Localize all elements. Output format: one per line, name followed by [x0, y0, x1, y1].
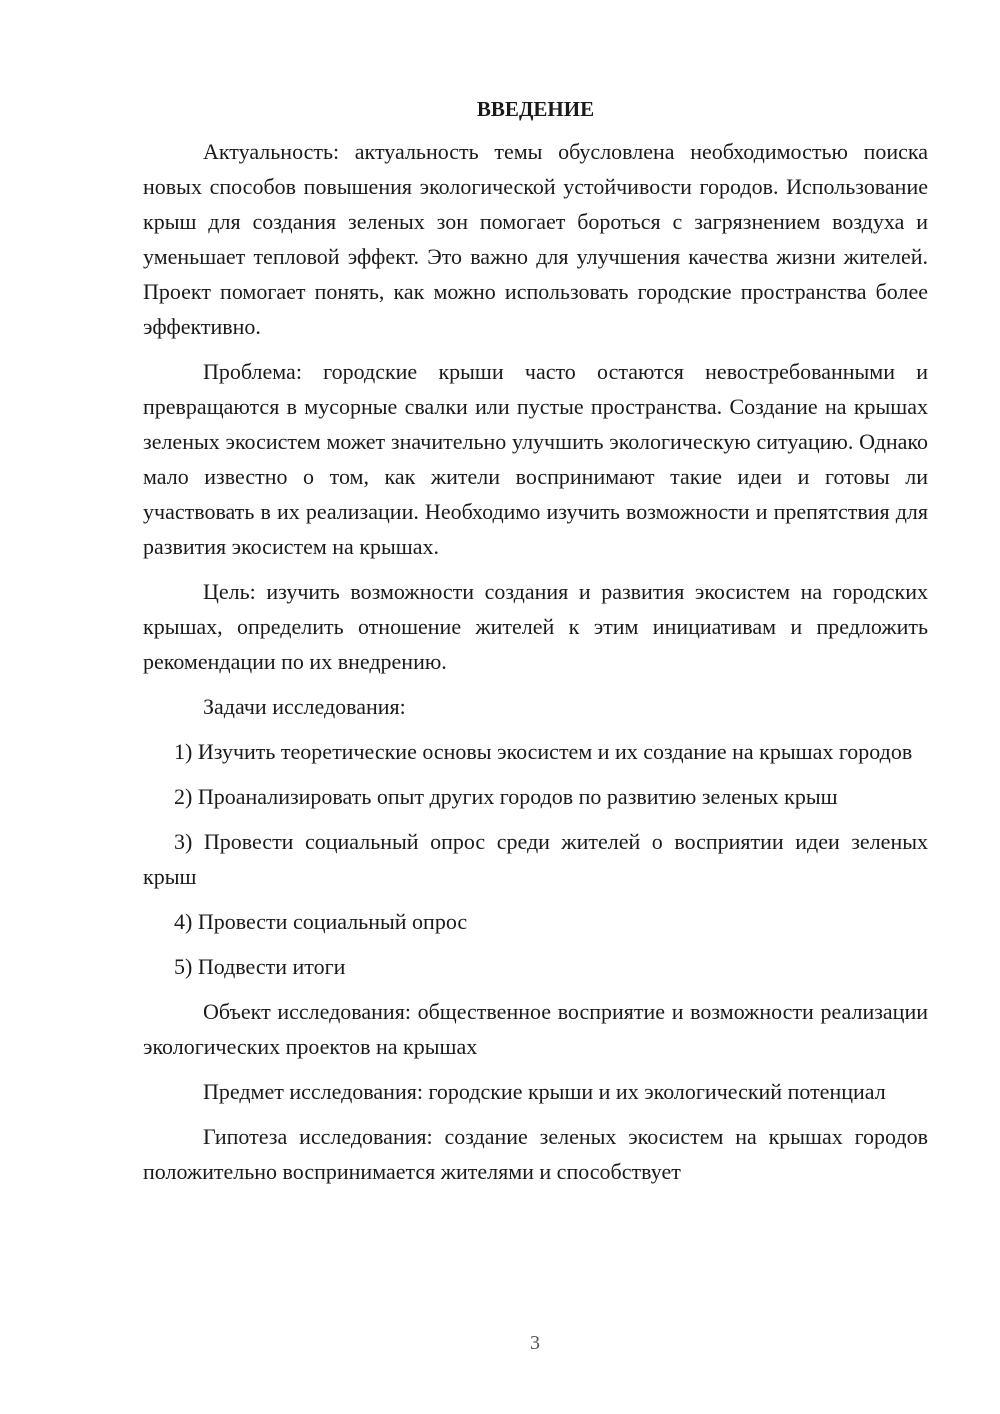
task-item-1: 1) Изучить теоретические основы экосистем и их создание на крышах городов: [174, 739, 913, 764]
page-number: 3: [530, 1332, 540, 1354]
paragraph-goal: Цель: изучить возможности создания и развития экосистем на городских крышах, определить отношение жителей к этим инициативам и предложить рекомендации по их внедрению.: [143, 579, 928, 674]
task-item-2: 2) Проанализировать опыт других городов по развитию зеленых крыш: [174, 784, 838, 809]
paragraph-relevance: Актуальность: актуальность темы обусловлена необходимостью поиска новых способов повышения экологической устойчивости городов. Использование крыш для создания зеленых зон помогает бороться с загрязнением воздуха и уменьшает тепловой эффект. Это важно для улучшения качества жизни жителей. Проект помогает понять, как можно использовать городские пространства более эффективно.: [143, 139, 928, 339]
paragraph-hypothesis: Гипотеза исследования: создание зеленых экосистем на крышах городов положительно воспринимается жителями и способствует: [143, 1124, 928, 1184]
paragraph-subject: Предмет исследования: городские крыши и их экологический потенциал: [203, 1079, 886, 1104]
task-item-4: 4) Провести социальный опрос: [174, 909, 468, 934]
paragraph-problem: Проблема: городские крыши часто остаются невостребованными и превращаются в мусорные свалки или пустые пространства. Создание на крышах зеленых экосистем может значительно улучшить экологическую ситуацию. Однако мало известно о том, как жители воспринимают такие идеи и готовы ли участвовать в их реализации. Необходимо изучить возможности и препятствия для развития экосистем на крышах.: [143, 359, 928, 559]
paragraph-object: Объект исследования: общественное восприятие и возможности реализации экологических проектов на крышах: [143, 999, 928, 1059]
task-item-5: 5) Подвести итоги: [174, 954, 346, 979]
task-item-3: 3) Провести социальный опрос среди жителей о восприятии идеи зеленых крыш: [143, 829, 928, 889]
tasks-title: Задачи исследования:: [203, 694, 406, 719]
section-heading: ВВЕДЕНИЕ: [476, 97, 595, 121]
document-page: [143, 95, 928, 1199]
